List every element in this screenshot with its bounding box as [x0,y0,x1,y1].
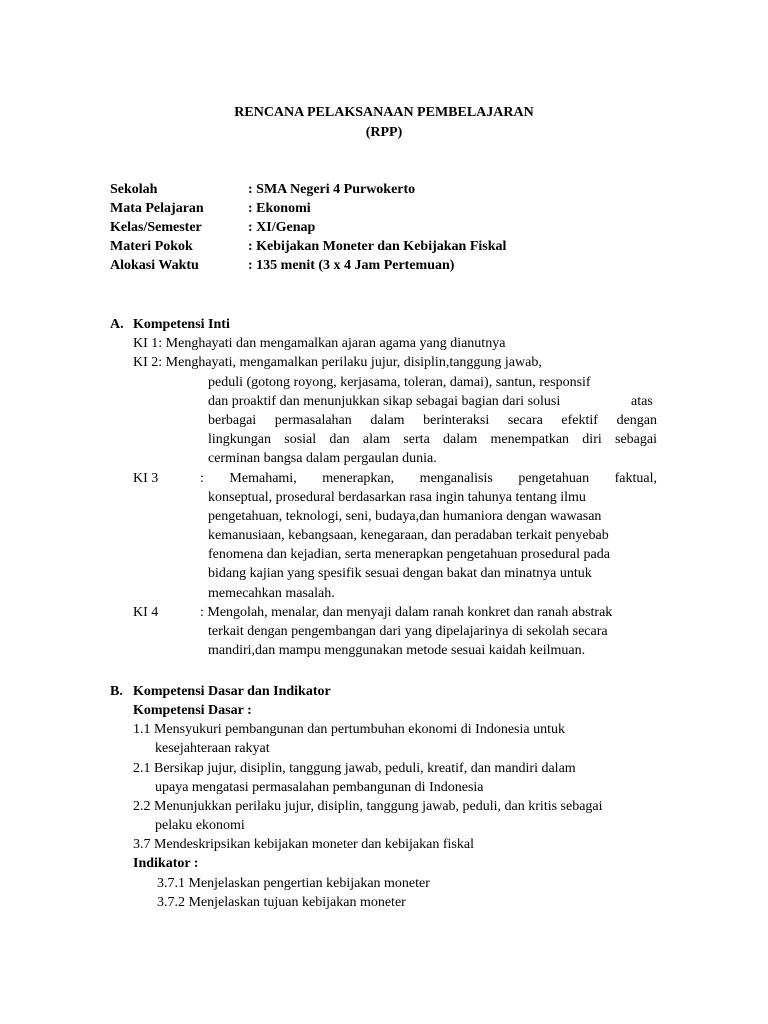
section-a-heading: Kompetensi Inti [133,317,230,332]
indikator-item: 3.7.2 Menjelaskan tujuan kebijakan moneter [157,895,406,910]
ki3-line: pengetahuan, teknologi, seni, budaya,dan humaniora dengan wawasan [208,509,602,524]
section-a-marker: A. [110,317,124,332]
ki2-line: berbagai permasalahan dalam berinteraksi secara efektif dengan [208,413,657,428]
document-subtitle: (RPP) [365,125,403,140]
ki3-line: : Memahami, menerapkan, menganalisis pengetahuan faktual, [200,471,657,486]
indikator-item: 3.7.1 Menjelaskan pengertian kebijakan moneter [157,876,430,891]
info-value-materi: : Kebijakan Moneter dan Kebijakan Fiskal [248,239,507,254]
ki2-line: peduli (gotong royong, kerjasama, toleran, damai), santun, responsif [208,375,591,390]
ki4-line: mandiri,dan mampu menggunakan metode sesuai kaidah keilmuan. [208,643,586,658]
indikator-heading: Indikator : [133,856,199,871]
section-b-marker: B. [110,684,123,699]
ki1-text: KI 1: Menghayati dan mengamalkan ajaran agama yang dianutnya [133,336,506,351]
info-label-alokasi: Alokasi Waktu [110,258,199,273]
kd-line: pelaku ekonomi [155,818,245,833]
kd-line: upaya mengatasi permasalahan pembangunan di Indonesia [155,780,484,795]
document-title: RENCANA PELAKSANAAN PEMBELAJARAN [234,105,534,120]
ki2-line: lingkungan sosial dan alam serta dalam menempatkan diri sebagai [208,432,657,447]
info-label-sekolah: Sekolah [110,182,158,197]
kd-line: 2.2 Menunjukkan perilaku jujur, disiplin, tanggung jawab, peduli, dan kritis sebagai [133,799,603,814]
ki4-line: terkait dengan pengembangan dari yang dipelajarinya di sekolah secara [208,624,608,639]
info-value-mapel: : Ekonomi [248,201,311,216]
kd-line: kesejahteraan rakyat [155,741,270,756]
ki3-label: KI 3 [133,471,159,486]
ki3-line: bidang kajian yang spesifik sesuai dengan bakat dan minatnya untuk [208,566,592,581]
ki4-line: : Mengolah, menalar, dan menyaji dalam ranah konkret dan ranah abstrak [200,605,613,620]
ki2-line: KI 2: Menghayati, mengamalkan perilaku jujur, disiplin,tanggung jawab, [133,355,542,370]
section-b-heading: Kompetensi Dasar dan Indikator [133,684,331,699]
ki3-line: fenomena dan kejadian, serta menerapkan pengetahuan prosedural pada [208,547,610,562]
ki2-line: cerminan bangsa dalam pergaulan dunia. [208,451,437,466]
info-value-kelas: : XI/Genap [248,220,316,235]
ki2-line: dan proaktif dan menunjukkan sikap sebagai bagian dari solusi [208,394,561,409]
info-label-materi: Materi Pokok [110,239,193,254]
info-label-kelas: Kelas/Semester [110,220,202,235]
ki3-line: konseptual, prosedural berdasarkan rasa ingin tahunya tentang ilmu [208,490,586,505]
kd-line: 3.7 Mendeskripsikan kebijakan moneter dan kebijakan fiskal [133,837,474,852]
ki3-line: memecahkan masalah. [208,586,335,601]
kd-line: 1.1 Mensyukuri pembangunan dan pertumbuhan ekonomi di Indonesia untuk [133,722,565,737]
ki4-label: KI 4 [133,605,159,620]
ki3-line: kemanusiaan, kebangsaan, kenegaraan, dan peradaban terkait penyebab [208,528,609,543]
info-label-mapel: Mata Pelajaran [110,201,204,216]
info-value-alokasi: : 135 menit (3 x 4 Jam Pertemuan) [248,258,455,273]
kd-line: 2.1 Bersikap jujur, disiplin, tanggung jawab, peduli, kreatif, dan mandiri dalam [133,761,576,776]
info-value-sekolah: : SMA Negeri 4 Purwokerto [248,182,416,197]
kd-heading: Kompetensi Dasar : [133,703,252,718]
ki2-line: atas [631,394,653,409]
